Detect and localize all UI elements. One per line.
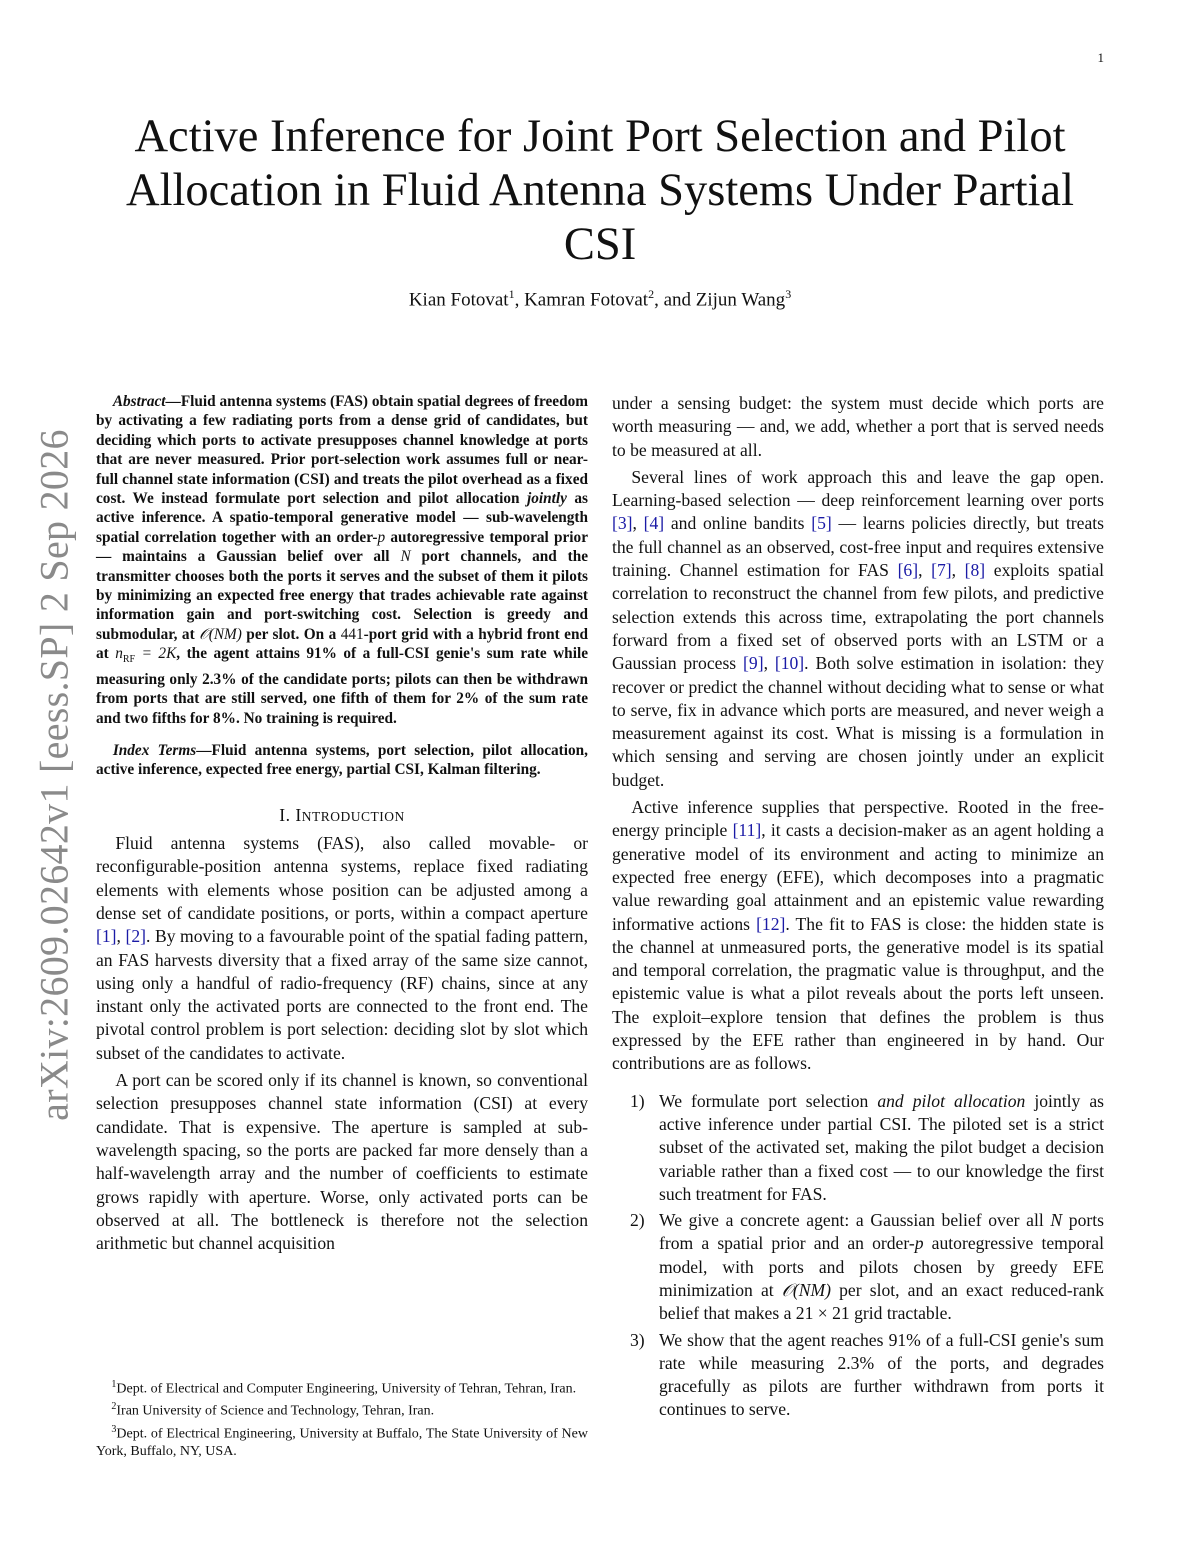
list-text: We show that the agent reaches: [659, 1329, 889, 1350]
abstract-label: Abstract: [112, 393, 166, 410]
footnote-marker: 1: [111, 1379, 117, 1390]
section-number: I.: [279, 804, 296, 825]
list-number: 3): [630, 1329, 645, 1350]
footnote-marker: 2: [111, 1401, 117, 1413]
list-text: of a full-CSI genie's sum rate while measuring: [659, 1329, 1104, 1373]
math-number: 441: [340, 625, 364, 643]
paragraph-text: . The fit to FAS is close: the hidden state is the channel at unmeasured ports, the generative model is its spatial and temporal correlation, the pragmatic value is throughput, and the epistemic value is what a pilot reveals about the ports left unseen. The exploit–explore tension that defines the problem is thus expressed by the EFE rather than engineered in by hand. Our contributions are as follows.: [612, 913, 1104, 1074]
author-list: [0, 287, 1200, 311]
section-title-cap: I: [295, 804, 302, 825]
author-name: Kian Fotovat: [408, 289, 509, 311]
abstract: [96, 392, 588, 728]
body-paragraph: A port can be scored only if its channel is known, so conventional selection presupposes channel state information (CSI) at every candidate. That is expensive. The aperture is sampled at sub-wavelength spacing, so the ports are packed far more densely than a half-wavelength array and the number of coefficients to estimate grows rapidly with aperture. Worse, only activated ports can be observed at all. The bottleneck is therefore not the selection arithmetic but channel acquisition: [96, 1070, 588, 1254]
math-symbol: N: [400, 548, 411, 566]
paragraph-text: . Both solve estimation in isolation: they recover or predict the channel without deciding what to sense or what to serve, fix in advance which ports are measured, and never weigh a measurement against its cost. What is missing is a formulation in which sensing and serving are chosen jointly under an explicit budget.: [612, 653, 1105, 790]
paragraph-text: Fluid antenna systems (FAS), also called movable- or reconfigurable-position antenna systems, replace fixed radiating elements with elements whose position can be adjusted among a dense set of candidate positions, or ports, within a compact aperture: [96, 833, 588, 923]
paragraph-text: Several lines of work approach this and leave the gap open. Learning-based selection — deep reinforcement learning over ports: [612, 466, 1104, 511]
list-text: autoregressive temporal model, with ports and pilots chosen by greedy EFE minimization at: [659, 1233, 1104, 1300]
footnote: [96, 1398, 588, 1420]
citation-link[interactable]: [11]: [732, 820, 762, 841]
abstract-text: as active inference. A spatio-temporal generative model — sub-wavelength spatial correlation together with an order-: [96, 490, 588, 546]
left-column: [96, 392, 588, 1255]
affiliation-marker: 2: [648, 287, 655, 301]
citation-link[interactable]: [1]: [96, 926, 117, 947]
abstract-text: -port grid with a hybrid front end at: [96, 625, 588, 663]
body-paragraph: under a sensing budget: the system must decide which ports are worth measuring — and, we add, whether a port that is served needs to be measured at all.: [612, 393, 1104, 460]
right-column: [612, 392, 1104, 1425]
citation-link[interactable]: [6]: [897, 560, 919, 581]
citation-link[interactable]: [12]: [756, 913, 786, 934]
math-subscript: RF: [122, 654, 136, 666]
body-paragraph: [612, 796, 1104, 1076]
index-terms: [96, 741, 588, 780]
list-item: [612, 1329, 1104, 1422]
paragraph-text: exploits spatial correlation to reconstruct the channel from few pilots, and predictive selection extends this across time, extrapolating the port channels forward from a fixed set of observed ports with an LSTM or a Gaussian process: [612, 560, 1105, 674]
paragraph-text: . By moving to a favourable point of the spatial fading pattern, an FAS harvests diversity that a fixed array of the same size cannot, using only a handful of radio-frequency (RF) chains, since at any instant only the activated ports are connected to the front end. The pivotal control problem is port selection: deciding slot by slot which subset of the candidates to activate.: [96, 926, 588, 1063]
affiliation-marker: 1: [508, 287, 515, 301]
math-symbol: p: [914, 1233, 924, 1254]
paragraph-text: — learns policies directly, but treats the full channel as an observed, cost-free input and requires extensive training. Channel estimation for FAS: [612, 513, 1104, 581]
footnote-text: Dept. of Electrical and Computer Engineering, University of Tehran, Tehran, Iran.: [116, 1381, 577, 1397]
paragraph-text: , it casts a decision-maker as an agent holding a generative model of its environment and acting to minimize an expected free energy (EFE), which decomposes into a pragmatic value rewarding goal attainment and an epistemic value rewarding informative actions: [612, 820, 1104, 934]
paragraph-text: and online bandits: [664, 513, 812, 534]
paragraph-text: Active inference supplies that perspective. Rooted in the free-energy principle: [612, 797, 1104, 841]
list-item: [612, 1209, 1104, 1325]
math-number: 91%: [888, 1329, 921, 1350]
abstract-text: autoregressive temporal prior — maintains a Gaussian belief over all: [96, 528, 588, 566]
math-symbol: n: [115, 645, 123, 663]
paragraph-text: ,: [116, 926, 126, 947]
citation-link[interactable]: [4]: [643, 513, 665, 534]
page-number: 1: [1097, 50, 1104, 65]
paper-title: Active Inference for Joint Port Selection and Pilot Allocation in Fluid Antenna Systems Under Partial CSI: [126, 111, 1074, 270]
author-separator: ,: [514, 289, 525, 311]
citation-link[interactable]: [7]: [931, 560, 952, 581]
math-expression: 21 × 21: [795, 1303, 850, 1324]
body-paragraph: [96, 832, 588, 1065]
math-number: 2.3%: [837, 1352, 875, 1373]
math-expression: = 2K: [135, 645, 177, 663]
paragraph-text: ,: [632, 513, 644, 534]
emphasis: jointly: [526, 490, 567, 508]
abstract-text: per slot. On a: [241, 625, 341, 643]
math-symbol: N: [1050, 1210, 1063, 1231]
section-heading-introduction: [96, 804, 588, 828]
list-text: jointly as active inference under partial CSI. The piloted set is a strict subset of the activated set, making the pilot budget a decision variable rather than a fixed cost — to our knowledge the first such treatment for FAS.: [659, 1090, 1104, 1204]
list-text: of the ports, and degrades gracefully as pilots are further withdrawn from ports it continues to serve.: [659, 1352, 1104, 1420]
author-name: Kamran Fotovat: [524, 289, 649, 311]
list-number: 1): [630, 1090, 645, 1111]
footnote: [96, 1376, 588, 1398]
paragraph-text: ,: [951, 560, 965, 581]
abstract-text: , the agent attains 91% of a full-CSI genie's sum rate while measuring only 2.3% of the candidate ports; pilots can then be withdrawn from ports that are still served, one fifth of them for 2% of the sum rate and two fifths for 8%. No training is required.: [96, 645, 588, 727]
emphasis: and pilot allocation: [877, 1090, 1026, 1111]
index-terms-label: Index Terms: [112, 741, 197, 759]
affiliation-marker: 3: [785, 287, 792, 301]
citation-link[interactable]: [10]: [774, 653, 805, 674]
abstract-text: —Fluid antenna systems (FAS) obtain spatial degrees of freedom by activating a few radiating ports from a dense grid of candidates, but deciding which ports to activate presupposes channel knowledge at ports that are never measured. Prior port-selection work assumes full or near-full channel state information (CSI) and treats the pilot overhead as a fixed cost. We instead formulate port selection and pilot allocation: [96, 393, 588, 508]
list-text: grid tractable.: [849, 1303, 952, 1324]
paragraph-text: ,: [918, 560, 932, 581]
citation-link[interactable]: [5]: [811, 513, 832, 534]
list-text: We give a concrete agent: a Gaussian belief over all: [659, 1210, 1051, 1231]
body-paragraph: [612, 466, 1104, 792]
citation-link[interactable]: [9]: [743, 653, 764, 674]
list-item: [612, 1090, 1104, 1206]
footnote-marker: 3: [111, 1423, 117, 1435]
footnote: [96, 1421, 588, 1461]
math-complexity: 𝒪(NM): [781, 1279, 831, 1300]
list-text: ports from a spatial prior and an order-: [659, 1210, 1104, 1254]
paragraph-text: ,: [763, 653, 775, 674]
section-title-smallcaps: NTRODUCTION: [301, 808, 405, 824]
list-number: 2): [630, 1210, 645, 1231]
arxiv-identifier-stamp: arXiv:2609.02642v1 [eess.SP] 2 Sep 2026: [31, 429, 77, 1121]
abstract-text: port channels, and the transmitter chooses both the ports it serves and the subset of them it pilots by minimizing an expected free energy that trades achievable rate against information gain and port-switching cost. Selection is greedy and submodular, at: [96, 548, 588, 643]
author-name: Zijun Wang: [695, 289, 786, 311]
citation-link[interactable]: [2]: [125, 926, 146, 947]
index-terms-text: —Fluid antenna systems, port selection, pilot allocation, active inference, expected free energy, partial CSI, Kalman filtering.: [96, 741, 588, 779]
footnotes: [96, 1376, 588, 1460]
citation-link[interactable]: [3]: [612, 513, 633, 534]
author-separator: , and: [654, 289, 696, 311]
contributions-list: [612, 1090, 1104, 1422]
list-text: We formulate port selection: [659, 1090, 878, 1111]
list-text: per slot, and an exact reduced-rank belief that makes a: [659, 1279, 1104, 1324]
footnote-text: Iran University of Science and Technology, Tehran, Iran.: [116, 1403, 435, 1419]
citation-link[interactable]: [8]: [964, 560, 986, 581]
math-symbol: p: [377, 528, 386, 546]
math-complexity: 𝒪(NM): [199, 625, 242, 643]
footnote-text: Dept. of Electrical Engineering, University at Buffalo, The State University of New York, Buffalo, NY, USA.: [96, 1426, 588, 1459]
